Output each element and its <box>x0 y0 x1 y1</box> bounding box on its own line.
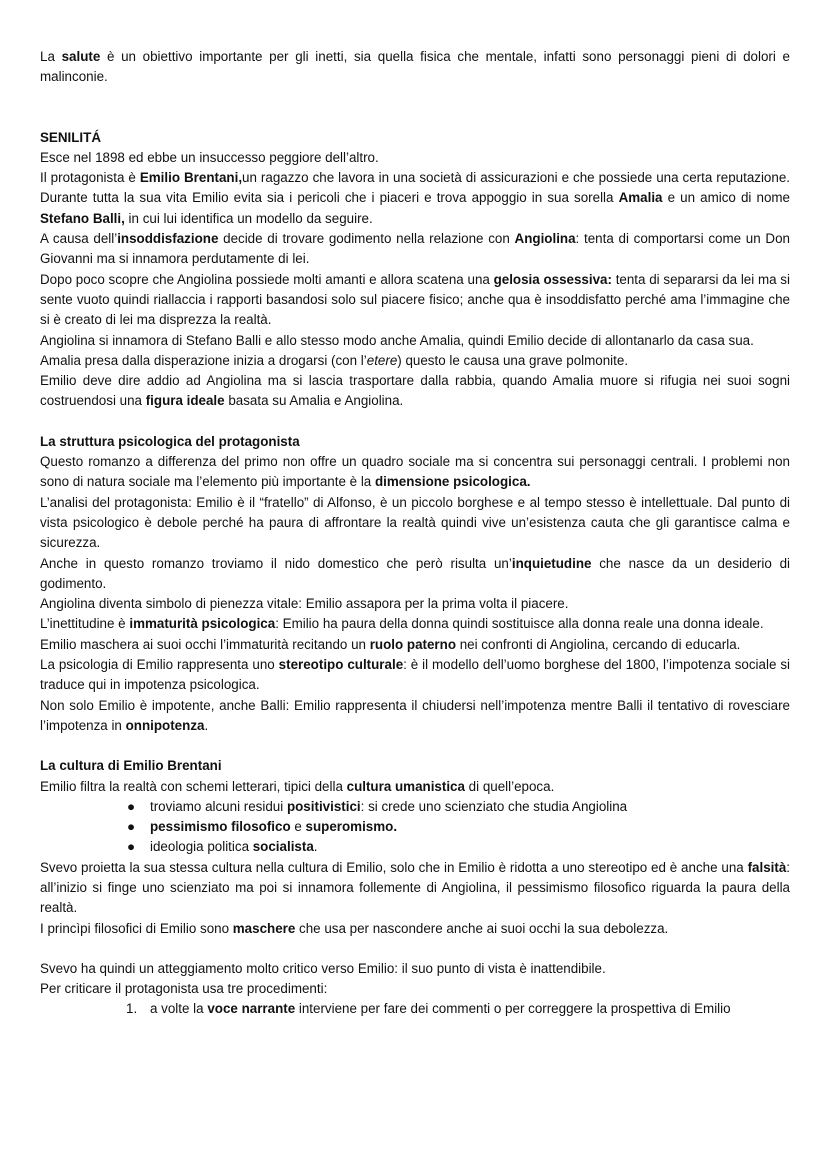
bold-text: superomismo. <box>305 819 398 835</box>
text-run: nei confronti di Angiolina, cercando di educarla. <box>456 636 741 652</box>
text-run: : è il modello dell’uomo borghese del 1800, l’impotenza sociale si traduce qui in impotenza psicologica. <box>40 657 790 693</box>
text-run: Non solo Emilio è impotente, anche Balli: Emilio rappresenta il chiudersi nell’impotenza mentre Balli il tentativo di rovesciare l’impotenza in <box>40 697 790 733</box>
text-run: Svevo ha quindi un atteggiamento molto critico verso Emilio: il suo punto di vista è inattendibile. <box>40 960 606 976</box>
text-run: Amalia presa dalla disperazione inizia a drogarsi (con l’ <box>40 352 367 368</box>
heading-cultura-emilio: La cultura di Emilio Brentani <box>40 758 222 774</box>
bold-text: ruolo paterno <box>369 636 456 652</box>
text-run: La psicologia di Emilio rappresenta uno <box>40 657 279 673</box>
bullet-icon: ● <box>127 839 136 855</box>
bold-text: immaturità psicologica <box>129 616 276 632</box>
text-run: in cui lui identifica un modello da seguire. <box>124 210 373 226</box>
paragraph-salute <box>40 47 790 88</box>
paragraph <box>40 371 790 412</box>
paragraph <box>40 635 790 655</box>
text-run: . <box>204 717 209 733</box>
text-run: Questo romanzo a differenza del primo non offre un quadro sociale ma si concentra sui personaggi centrali. I problemi non sono di natura sociale ma l’elemento più importante è la <box>40 454 790 490</box>
numbered-item <box>40 999 790 1019</box>
paragraph-cultura-intro <box>40 777 790 797</box>
text-run: che nasce da un desiderio di godimento. <box>40 555 790 591</box>
paragraph <box>40 919 790 939</box>
paragraph <box>40 696 790 737</box>
italic-text: etere <box>366 352 398 368</box>
bold-text: maschere <box>232 920 296 936</box>
text-run: : Emilio ha paura della donna quindi sostituisce alla donna reale una donna ideale. <box>275 616 764 632</box>
item-number: 1. <box>126 1001 138 1017</box>
bold-text: inquietudine <box>511 555 592 571</box>
paragraph <box>40 979 790 999</box>
paragraph <box>40 655 790 696</box>
spacer <box>40 88 790 128</box>
text-run: : tenta di comportarsi come un Don Giovanni ma si innamora perdutamente di lei. <box>40 231 790 267</box>
paragraph <box>40 554 790 595</box>
bold-text: Amalia <box>618 190 663 206</box>
paragraph <box>40 331 790 351</box>
text-run: Il protagonista è <box>40 170 140 186</box>
bold-text: positivistici <box>286 798 361 814</box>
bold-text: voce narrante <box>207 1001 296 1017</box>
text-run: Emilio maschera ai suoi occhi l’immaturità recitando un <box>40 636 370 652</box>
bold-text: Stefano Balli, <box>40 210 125 226</box>
paragraph <box>40 594 790 614</box>
text-run: e un amico di nome <box>662 190 790 206</box>
bullet-item <box>40 837 790 857</box>
text-run: L’inettitudine è <box>40 616 130 632</box>
text-run: un ragazzo che lavora in una società di assicurazioni e che possiede una certa reputazione. Durante tutta la sua vita Emilio evita sia i pericoli che i piaceri e trova appoggio in sua sorella <box>40 170 790 206</box>
document-page <box>40 47 790 1020</box>
text-run: che usa per nascondere anche ai suoi occhi la sua debolezza. <box>295 920 669 936</box>
text-run: Emilio filtra la realtà con schemi letterari, tipici della <box>40 778 347 794</box>
section-senilita <box>40 148 790 412</box>
bold-text: falsità <box>747 859 787 875</box>
text-run: ) questo le causa una grave polmonite. <box>397 352 629 368</box>
paragraph <box>40 148 790 168</box>
text-run: a volte la <box>150 1001 208 1017</box>
text-run: e <box>290 819 306 835</box>
bold-text: insoddisfazione <box>117 231 219 247</box>
text-run: di quell’epoca. <box>464 778 555 794</box>
section-cultura-paragraphs <box>40 858 790 939</box>
section-critica <box>40 959 790 1000</box>
text-run: : all’inizio si finge uno scienziato ma poi si innamora follemente di Angiolina, il pessimismo filosofico riguarda la paura della realtà. <box>40 859 790 916</box>
paragraph <box>40 270 790 331</box>
text-run: tenta di separarsi da lei ma si sente vuoto quindi riallaccia i rapporti basandosi solo sul piacere fisico; anche qua è insoddisfatto perché ama l’immagine che si è creato di lei ma disprezza la realtà. <box>40 271 790 328</box>
bullet-item <box>40 797 790 817</box>
bullet-item <box>40 817 790 837</box>
bold-text: Emilio Brentani, <box>139 170 243 186</box>
bold-text: stereotipo culturale <box>278 657 404 673</box>
text-run: L’analisi del protagonista: Emilio è il “fratello” di Alfonso, è un piccolo borghese e al tempo stesso è intellettuale. Dal punto di vista psicologico è debole perché ha paura di affrontare la realtà quindi vive un’esistenza cauta che gli garantisce calma e sicurezza. <box>40 494 790 551</box>
heading-struttura-psicologica: La struttura psicologica del protagonista <box>40 433 300 449</box>
procedimenti-list <box>40 999 790 1019</box>
text-run: Per criticare il protagonista usa tre procedimenti: <box>40 981 328 997</box>
paragraph <box>40 168 790 229</box>
bold-text: figura ideale <box>145 393 225 409</box>
bullet-icon: ● <box>127 819 136 835</box>
bold-text: onnipotenza <box>125 717 205 733</box>
text-run: interviene per fare dei commenti o per correggere la prospettiva di Emilio <box>295 1001 731 1017</box>
text-run: Angiolina si innamora di Stefano Balli e allo stesso modo anche Amalia, quindi Emilio decide di allontanarlo da casa sua. <box>40 332 754 348</box>
text-run: è un obiettivo importante per gli inetti, sia quella fisica che mentale, infatti sono personaggi pieni di dolori e malinconie. <box>40 49 790 85</box>
bold-text: cultura umanistica <box>346 778 465 794</box>
text-run: A causa dell’ <box>40 231 118 247</box>
text-run: Anche in questo romanzo troviamo il nido domestico che però risulta un’ <box>40 555 512 571</box>
bold-text: pessimismo filosofico <box>150 819 291 835</box>
spacer <box>40 412 790 432</box>
paragraph <box>40 858 790 919</box>
section-struttura-psicologica <box>40 452 790 736</box>
paragraph <box>40 229 790 270</box>
bold-text: gelosia ossessiva: <box>493 271 612 287</box>
text-run: Angiolina diventa simbolo di pienezza vitale: Emilio assapora per la prima volta il piacere. <box>40 596 569 612</box>
heading-senilita: SENILITÁ <box>40 129 102 145</box>
text-run: ideologia politica <box>150 839 253 855</box>
text-run: Esce nel 1898 ed ebbe un insuccesso peggiore dell’altro. <box>40 149 379 165</box>
paragraph <box>40 614 790 634</box>
text-run: La <box>40 49 62 64</box>
cultura-bullet-list <box>40 797 790 858</box>
spacer <box>40 736 790 756</box>
bold-text: dimensione psicologica. <box>374 474 531 490</box>
spacer <box>40 939 790 959</box>
paragraph <box>40 452 790 493</box>
bullet-icon: ● <box>127 798 136 814</box>
bold-text: salute <box>61 49 101 64</box>
text-run: Emilio deve dire addio ad Angiolina ma si lascia trasportare dalla rabbia, quando Amalia muore si rifugia nei suoi sogni costruendosi una <box>40 373 790 409</box>
bold-text: socialista <box>252 839 314 855</box>
text-run: troviamo alcuni residui <box>150 798 287 814</box>
text-run: Svevo proietta la sua stessa cultura nella cultura di Emilio, solo che in Emilio è ridotta a uno stereotipo ed è anche una <box>40 859 748 875</box>
paragraph <box>40 351 790 371</box>
text-run: : si crede uno scienziato che studia Angiolina <box>360 798 628 814</box>
paragraph <box>40 959 790 979</box>
text-run: basata su Amalia e Angiolina. <box>224 393 404 409</box>
paragraph <box>40 493 790 554</box>
bold-text: Angiolina <box>514 231 576 247</box>
text-run: . <box>313 839 318 855</box>
text-run: decide di trovare godimento nella relazione con <box>218 231 515 247</box>
text-run: Dopo poco scopre che Angiolina possiede molti amanti e allora scatena una <box>40 271 494 287</box>
text-run: I princìpi filosofici di Emilio sono <box>40 920 233 936</box>
